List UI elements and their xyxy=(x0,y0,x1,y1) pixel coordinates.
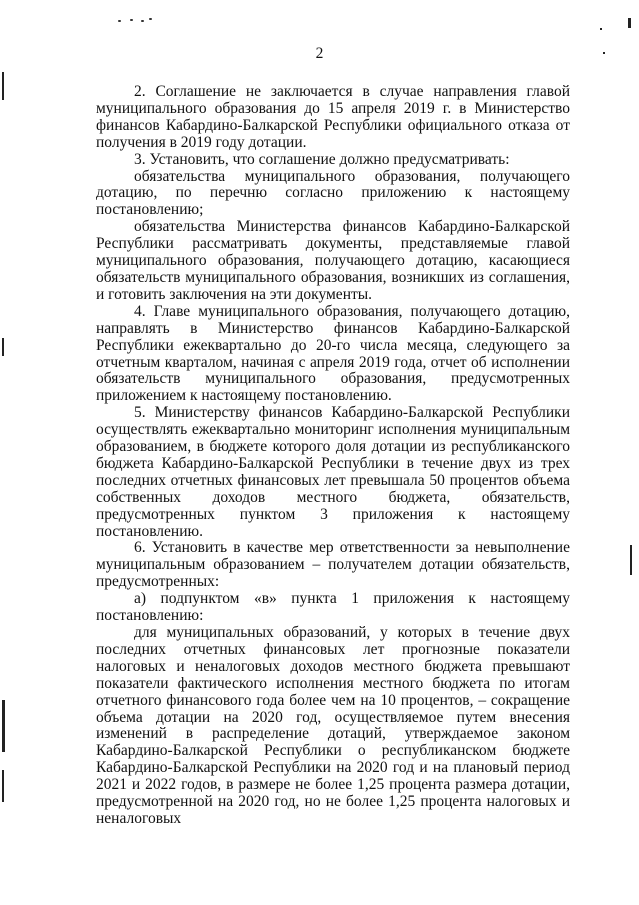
scan-artifact xyxy=(2,700,5,752)
paragraph-6a-reduction: для муниципальных образований, у которых в течение двух последних отчетных финансовых лет прогнозные показатели налоговых и неналоговых доходов местного бюджета превышают показатели фактического исполнения местного бюджета по итогам отчетного финансового года более чем на 10 процентов, – сокращение объема дотации на 2020 год, осуществляемое путем внесения изменений в распределение дотаций, утверждаемое законом Кабардино-Балкарской Республики о республиканском бюджете Кабардино-Балкарской Республики на 2020 год и на плановый период 2021 и 2022 годов, в размере не более 1,25 процента размера дотации, предусмотренной на 2020 год, но не более 1,25 процента налоговых и неналоговых xyxy=(96,624,570,827)
scan-artifact xyxy=(118,20,121,22)
paragraph-ministry-obligations: обязательства Министерства финансов Кабардино-Балкарской Республики рассматривать документы, представляемые главой муниципального образования, получающего дотацию, касающиеся обязательств муниципального образования, возникших из соглашения, и готовить заключения на эти документы. xyxy=(96,218,570,303)
scan-artifact xyxy=(628,18,631,28)
scan-artifact xyxy=(141,20,144,22)
scan-artifact xyxy=(2,770,4,802)
paragraph-municipal-obligations: обязательства муниципального образования, получающего дотацию, по перечню согласно приложению к настоящему постановлению; xyxy=(96,167,570,219)
page-number: 2 xyxy=(315,45,324,62)
paragraph-4-reporting: 4. Главе муниципального образования, получающего дотацию, направлять в Министерство финансов Кабардино-Балкарской Республики ежеквартально до 20-го числа месяца, следующего за отчетным кварталом, начиная с апреля 2019 года, отчет об исполнении обязательств муниципального образования, предусмотренных приложением к настоящему постановлению. xyxy=(96,302,570,405)
scan-artifact xyxy=(149,18,152,20)
scan-artifact xyxy=(630,545,632,575)
paragraph-2-agreement-refusal: 2. Соглашение не заключается в случае направления главой муниципального образования до 15 апреля 2019 г. в Министерство финансов Кабардино-Балкарской Республики официального отказа от получения в 2019 году дотации. xyxy=(96,83,570,151)
paragraph-5-monitoring: 5. Министерству финансов Кабардино-Балкарской Республики осуществлять ежеквартально мониторинг исполнения муниципальным образованием, в бюджете которого доля дотации из республиканского бюджета Кабардино-Балкарской Республики в течение двух из трех последних отчетных финансовых лет превышала 50 процентов объема собственных доходов местного бюджета, обязательств, предусмотренных пунктом 3 приложения к настоящему постановлению. xyxy=(96,404,570,540)
scan-artifact xyxy=(130,19,133,21)
scan-artifact xyxy=(2,72,4,100)
paragraph-3-agreement-contents: 3. Установить, что соглашение должно предусматривать: xyxy=(134,150,510,168)
paragraph-6-responsibility: 6. Установить в качестве мер ответственности за невыполнение муниципальным образованием – получателем дотации обязательств, предусмотренных: xyxy=(96,539,570,591)
document-body xyxy=(96,84,570,828)
scan-artifact xyxy=(2,338,4,356)
scan-artifact xyxy=(600,28,602,30)
paragraph-6a-subclause: а) подпунктом «в» пункта 1 приложения к настоящему постановлению: xyxy=(96,590,570,625)
